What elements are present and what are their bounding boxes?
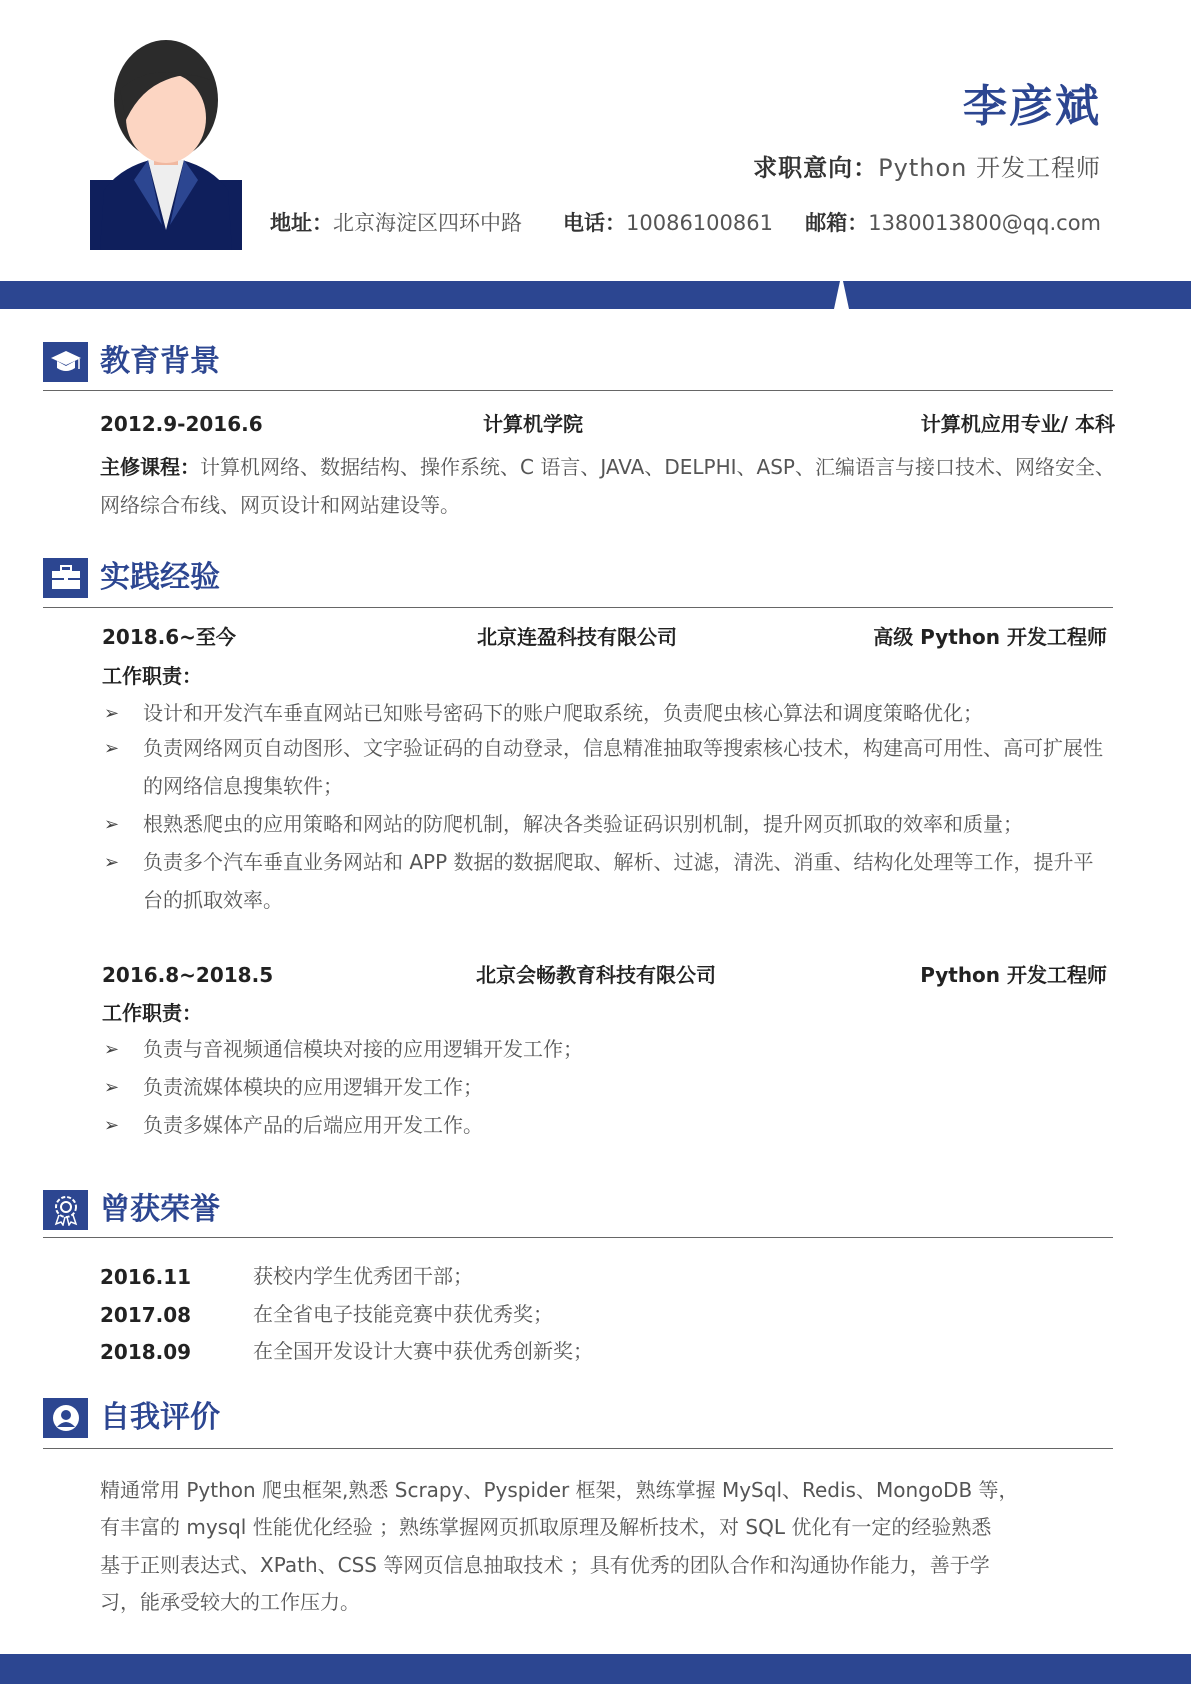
education-major: 计算机应用专业/ 本科 [920,412,1115,436]
job-intent-value: Python 开发工程师 [878,154,1101,182]
section-divider [43,607,1113,608]
courses-text: 计算机网络、数据结构、操作系统、C 语言、JAVA、DELPHI、ASP、汇编语言与接口技术、网络安全、网络综合布线、网页设计和网站建设等。 [100,455,1115,517]
duty-item: 根熟悉爬虫的应用策略和网站的防爬机制，解决各类验证码识别机制，提升网页抓取的效率和质量； [143,812,1023,836]
self-eval-line: 精通常用 Python 爬虫框架,熟悉 Scrapy、Pyspider 框架，熟练掌握 MySql、Redis、MongoDB 等， [100,1478,1019,1502]
courses-label: 主修课程： [100,455,200,479]
section-title-education: 教育背景 [100,344,220,379]
address [270,207,522,237]
self-eval-line: 习，能承受较大的工作压力。 [100,1590,360,1614]
arrow-bullet-icon: ➢ [104,1115,120,1136]
arrow-bullet-icon: ➢ [104,738,120,759]
honor-text: 获校内学生优秀团干部； [253,1264,473,1288]
avatar [90,40,242,250]
section-title-self-evaluation: 自我评价 [100,1400,220,1435]
email-value: 1380013800@qq.com [868,211,1101,235]
honor-date: 2017.08 [100,1303,192,1327]
section-title-experience: 实践经验 [100,560,220,595]
duties-label: 工作职责： [102,664,202,688]
address-label: 地址： [270,211,333,235]
arrow-bullet-icon: ➢ [104,1039,120,1060]
arrow-bullet-icon: ➢ [104,703,120,724]
duty-item: 负责网络网页自动图形、文字验证码的自动登录，信息精准抽取等搜索核心技术，构建高可用性、高可扩展性的网络信息搜集软件； [143,736,1103,798]
phone [563,207,773,237]
email [805,207,1101,237]
job-position: Python 开发工程师 [920,963,1107,987]
header-divider-bar-right [843,281,1191,309]
job-intent-label: 求职意向： [753,154,879,182]
phone-label: 电话： [563,211,626,235]
honor-text: 在全国开发设计大赛中获优秀创新奖； [253,1339,593,1363]
candidate-name: 李彦斌 [963,81,1101,132]
honor-text: 在全省电子技能竞赛中获优秀奖； [253,1302,553,1326]
briefcase-icon [43,558,88,598]
graduation-cap-icon [43,342,88,382]
duty-item: 负责流媒体模块的应用逻辑开发工作； [143,1075,483,1099]
footer-bar [0,1654,1191,1684]
duty-item: 设计和开发汽车垂直网站已知账号密码下的账户爬取系统，负责爬虫核心算法和调度策略优化； [143,701,983,725]
section-divider [43,1448,1113,1449]
section-divider [43,1237,1113,1238]
job-period: 2016.8~2018.5 [102,963,274,987]
job-period: 2018.6~至今 [102,625,236,649]
job-company: 北京会畅教育科技有限公司 [476,963,716,987]
self-eval-line: 基于正则表达式、XPath、CSS 等网页信息抽取技术 ；具有优秀的团队合作和沟通协作能力，善于学 [100,1553,990,1577]
job-intent [753,148,1101,183]
education-courses [100,449,1115,524]
section-title-honors: 曾获荣誉 [100,1192,220,1227]
phone-value: 10086100861 [626,211,773,235]
job-company: 北京连盈科技有限公司 [477,625,677,649]
award-icon [43,1190,88,1230]
job-position: 高级 Python 开发工程师 [873,625,1107,649]
duty-item: 负责多媒体产品的后端应用开发工作。 [143,1113,483,1137]
education-period: 2012.9-2016.6 [100,412,263,436]
arrow-bullet-icon: ➢ [104,1077,120,1098]
honor-date: 2018.09 [100,1340,192,1364]
self-eval-line: 有丰富的 mysql 性能优化经验 ；熟练掌握网页抓取原理及解析技术，对 SQL 优化有一定的经验熟悉 [100,1515,992,1539]
duty-item: 负责多个汽车垂直业务网站和 APP 数据的数据爬取、解析、过滤，清洗、消重、结构化处理等工作，提升平台的抓取效率。 [143,850,1094,912]
arrow-bullet-icon: ➢ [104,814,120,835]
duty-item: 负责与音视频通信模块对接的应用逻辑开发工作； [143,1037,583,1061]
honor-date: 2016.11 [100,1265,192,1289]
user-icon [43,1398,88,1438]
duties-label: 工作职责： [102,1001,202,1025]
header-divider-bar-left [0,281,840,309]
email-label: 邮箱： [805,211,869,235]
address-value: 北京海淀区四环中路 [333,211,522,235]
section-divider [43,390,1113,391]
education-school: 计算机学院 [483,412,583,436]
arrow-bullet-icon: ➢ [104,852,120,873]
